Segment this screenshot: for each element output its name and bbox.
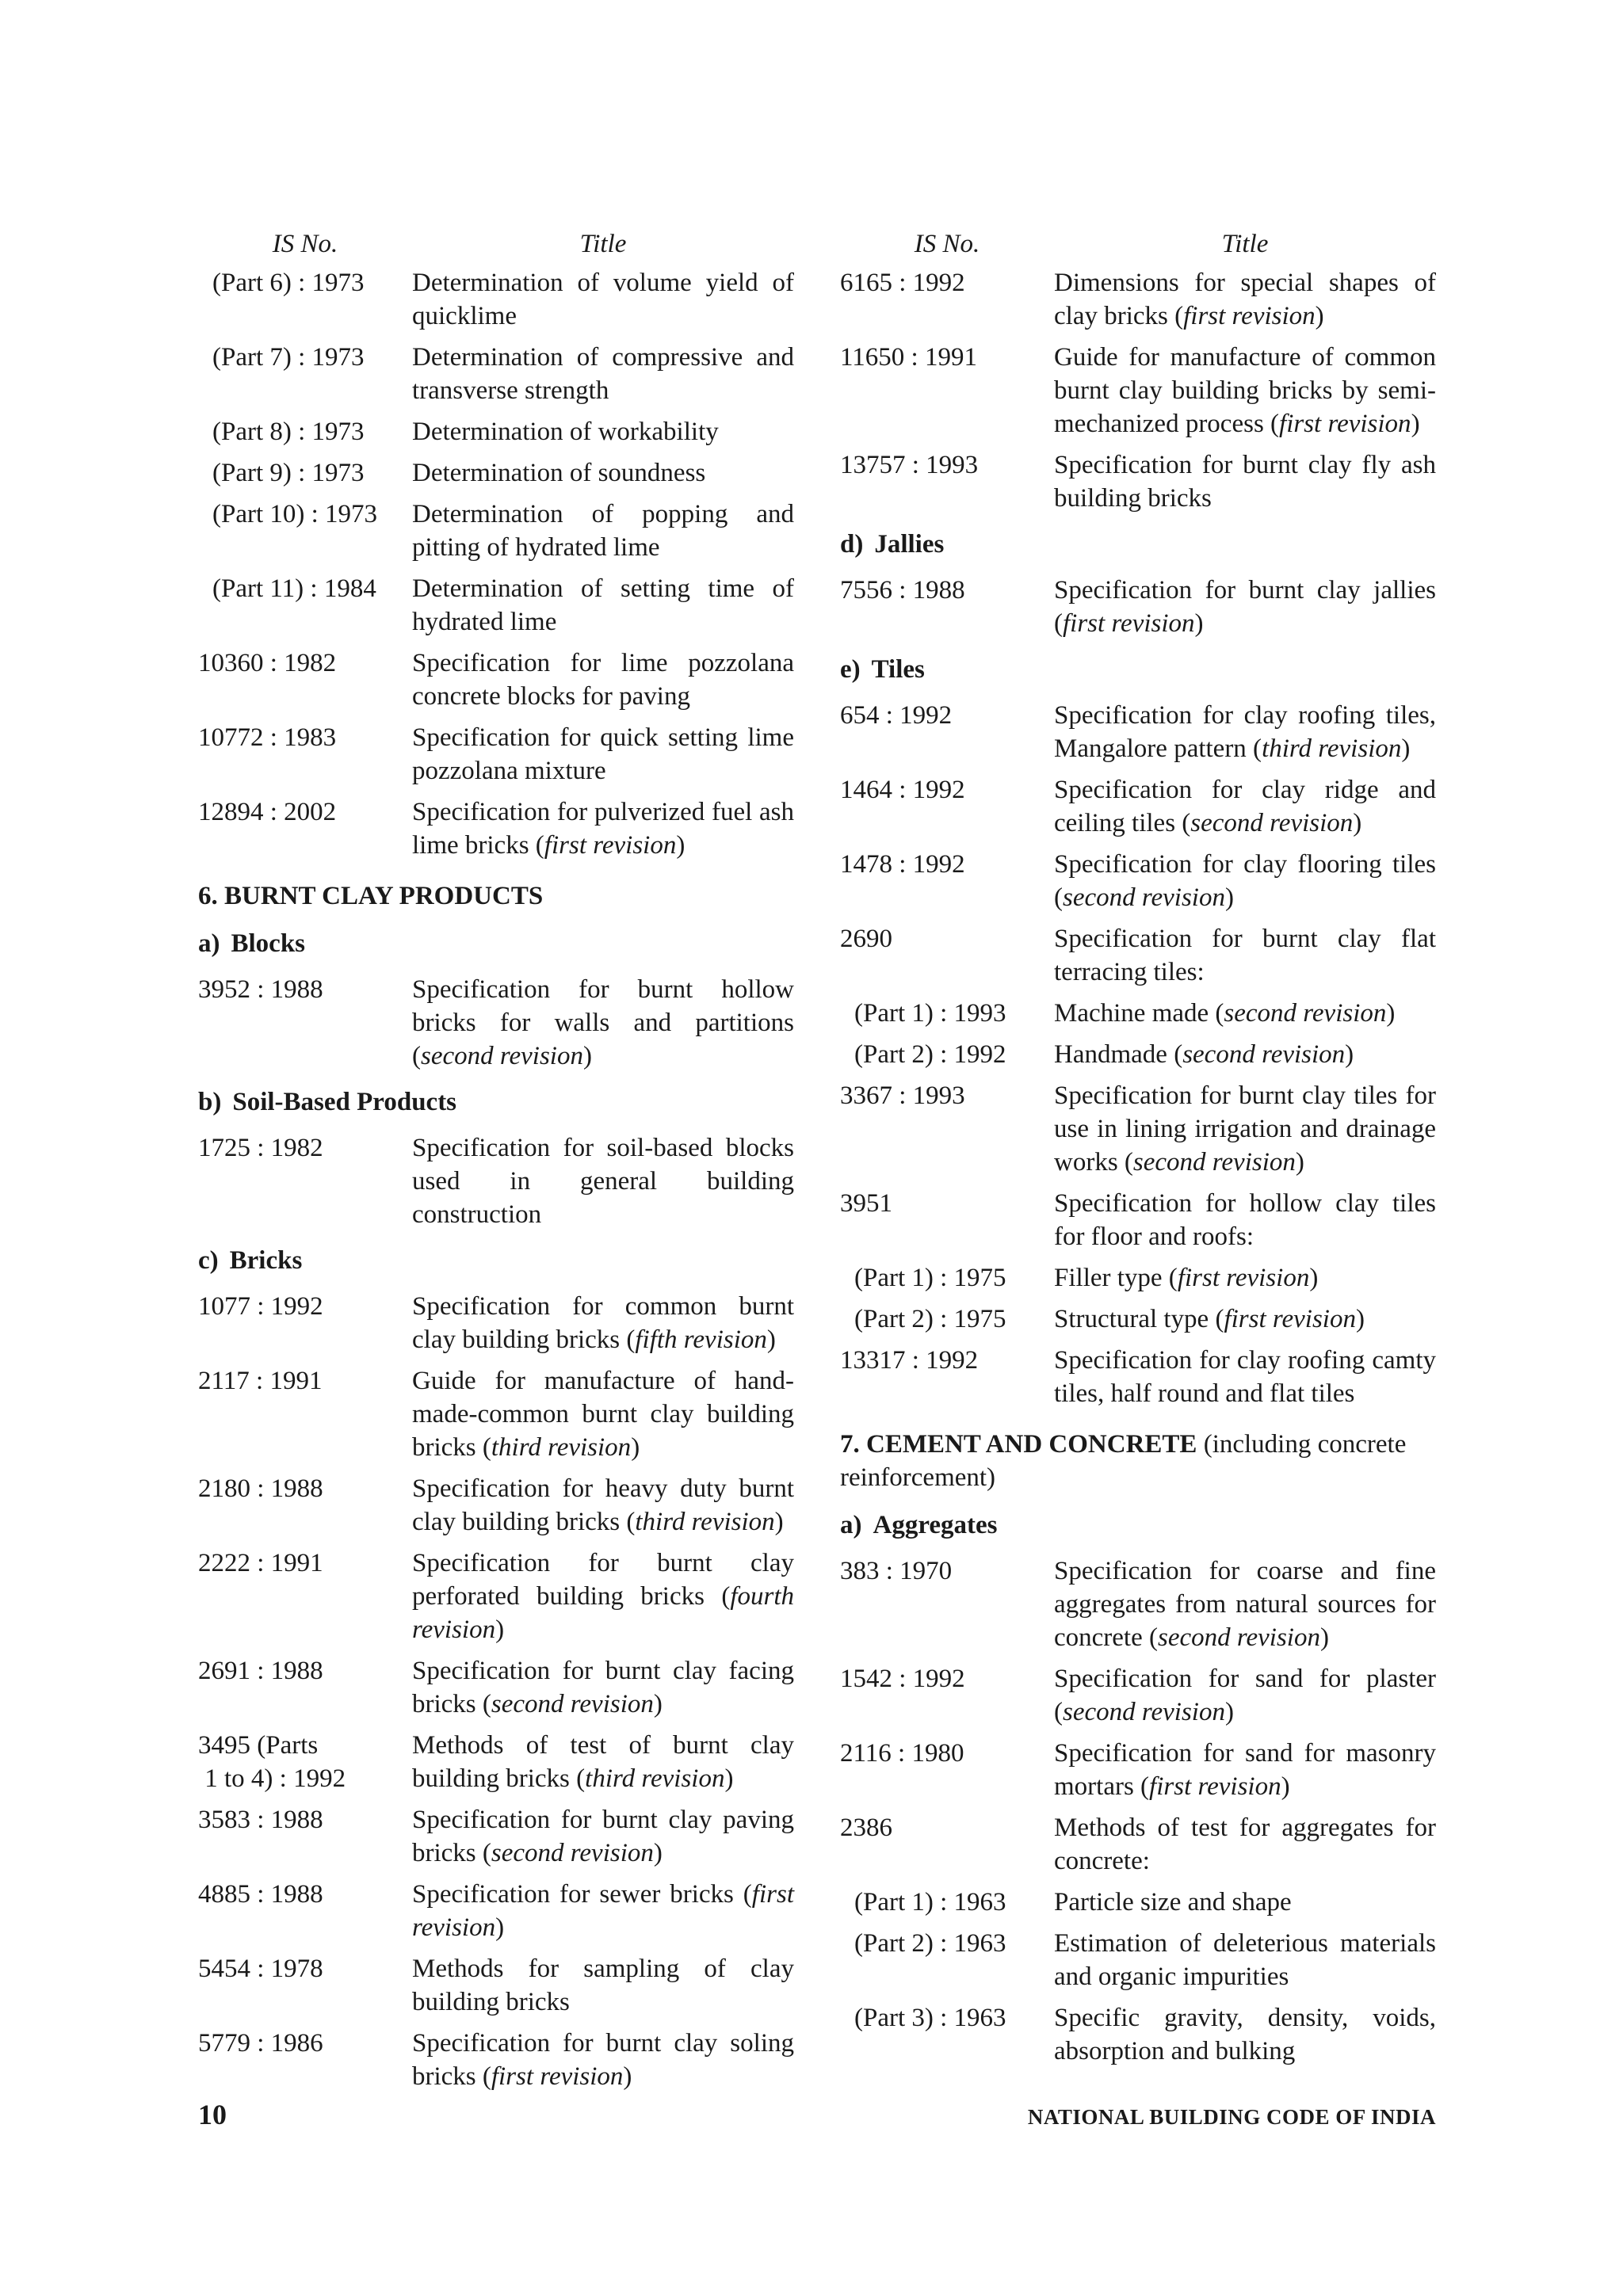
title-text: Guide for manufacture of hand-made-common burnt clay building bricks ( bbox=[412, 1367, 794, 1462]
is-number: 12894 : 2002 bbox=[198, 798, 337, 826]
standard-title bbox=[412, 1472, 794, 1539]
revision-note: first revision bbox=[412, 1880, 794, 1942]
title-text: Dimensions for special shapes of clay bricks ( bbox=[1054, 269, 1436, 330]
standard-entry bbox=[840, 997, 1436, 1030]
lime-tests-list bbox=[198, 266, 794, 862]
standard-title bbox=[412, 973, 794, 1073]
subsection-name: Tiles bbox=[871, 655, 925, 684]
standard-entry bbox=[198, 1729, 794, 1795]
bricks-continued-list bbox=[840, 266, 1436, 515]
title-text: Specification for heavy duty burnt clay building bricks ( bbox=[412, 1474, 794, 1536]
title-text: Specification for clay roofing camty tiles, half round and flat tiles bbox=[1054, 1346, 1436, 1408]
standard-entry bbox=[198, 2027, 794, 2093]
title-text: Determination of soundness bbox=[412, 459, 706, 487]
title-text: Specification for sewer bricks ( bbox=[412, 1880, 752, 1909]
standard-entry bbox=[840, 1662, 1436, 1729]
standard-entry bbox=[840, 1737, 1436, 1803]
revision-note: first revision bbox=[1279, 410, 1411, 438]
bricks-list bbox=[198, 1290, 794, 2093]
standard-entry bbox=[198, 1131, 794, 1231]
subsection-jallies bbox=[840, 528, 1436, 561]
title-tail: ) bbox=[1386, 999, 1396, 1028]
revision-note: second revision bbox=[1063, 883, 1225, 912]
standard-entry bbox=[198, 498, 794, 564]
revision-note: second revision bbox=[1224, 999, 1387, 1028]
title-text: Machine made ( bbox=[1054, 999, 1224, 1028]
standard-entry bbox=[198, 721, 794, 788]
standard-entry bbox=[840, 1187, 1436, 1253]
standard-title bbox=[412, 1952, 794, 2019]
revision-note: first revision bbox=[1224, 1305, 1356, 1333]
page-footer bbox=[198, 2098, 1436, 2131]
revision-note: first revision bbox=[491, 2062, 624, 2091]
standard-title bbox=[412, 795, 794, 862]
standard-entry bbox=[840, 266, 1436, 333]
title-text: Guide for manufacture of common burnt clay building bricks by semi-mechanized process ( bbox=[1054, 343, 1436, 438]
is-number: 2222 : 1991 bbox=[198, 1549, 323, 1577]
standard-title bbox=[1054, 1187, 1436, 1253]
standard-title bbox=[1054, 1261, 1436, 1295]
subsection-label: e) bbox=[840, 655, 861, 684]
title-tail: ) bbox=[724, 1764, 734, 1793]
title-tail: ) bbox=[1309, 1264, 1319, 1292]
revision-note: second revision bbox=[1190, 809, 1354, 837]
revision-note: fifth revision bbox=[635, 1325, 767, 1354]
standard-title bbox=[412, 572, 794, 639]
title-text: Particle size and shape bbox=[1054, 1888, 1292, 1917]
column-header bbox=[198, 228, 794, 260]
title-text: Specification for burnt clay facing bricks ( bbox=[412, 1657, 794, 1718]
is-number: 5454 : 1978 bbox=[198, 1955, 323, 1983]
blocks-list bbox=[198, 973, 794, 1073]
subsection-name: Bricks bbox=[229, 1246, 303, 1275]
is-number: 3495 (Parts 1 to 4) : 1992 bbox=[198, 1731, 346, 1793]
title-text: Specification for clay roofing tiles, Mangalore pattern ( bbox=[1054, 701, 1436, 763]
subsection-tiles bbox=[840, 653, 1436, 686]
revision-note: second revision bbox=[1182, 1040, 1346, 1069]
standard-entry bbox=[840, 848, 1436, 914]
title-text: Handmade ( bbox=[1054, 1040, 1183, 1069]
title-text: Specification for burnt clay soling bricks ( bbox=[412, 2029, 794, 2091]
standard-title bbox=[412, 341, 794, 407]
standard-entry bbox=[198, 572, 794, 639]
section-qualifier: (including concrete reinforcement) bbox=[840, 1430, 1407, 1492]
is-number: 10360 : 1982 bbox=[198, 649, 337, 677]
standard-title bbox=[412, 1654, 794, 1721]
revision-note: second revision bbox=[491, 1839, 654, 1867]
title-text: Determination of popping and pitting of hydrated lime bbox=[412, 500, 794, 562]
is-number: 3951 bbox=[840, 1189, 892, 1218]
standard-title bbox=[412, 1131, 794, 1231]
standard-title bbox=[412, 1729, 794, 1795]
revision-note: first revision bbox=[1063, 609, 1195, 638]
is-number: 2117 : 1991 bbox=[198, 1367, 323, 1395]
standard-title bbox=[412, 721, 794, 788]
title-tail: ) bbox=[1224, 883, 1234, 912]
standard-title bbox=[1054, 1927, 1436, 1993]
is-number: 1077 : 1992 bbox=[198, 1292, 323, 1321]
title-text: Estimation of deleterious materials and organic impurities bbox=[1054, 1929, 1436, 1991]
is-number: 1542 : 1992 bbox=[840, 1665, 965, 1693]
is-number: (Part 2) : 1975 bbox=[854, 1305, 1006, 1333]
standard-entry bbox=[198, 795, 794, 862]
title-text: Specific gravity, density, voids, absorption and bulking bbox=[1054, 2004, 1436, 2065]
standard-entry bbox=[840, 1261, 1436, 1295]
is-number: (Part 2) : 1992 bbox=[854, 1040, 1006, 1069]
revision-note: first revision bbox=[1177, 1264, 1310, 1292]
title-text: Specification for clay flooring tiles ( bbox=[1054, 850, 1436, 912]
title-text: Specification for pulverized fuel ash lime bricks ( bbox=[412, 798, 794, 860]
title-tail: ) bbox=[1224, 1698, 1234, 1726]
title-text: Specification for burnt clay jallies ( bbox=[1054, 576, 1436, 638]
title-text: Specification for burnt clay paving bricks ( bbox=[412, 1806, 794, 1867]
revision-note: second revision bbox=[421, 1042, 583, 1070]
standard-entry bbox=[198, 1952, 794, 2019]
standard-title bbox=[1054, 1886, 1436, 1919]
standard-title bbox=[1054, 997, 1436, 1030]
is-number: 13317 : 1992 bbox=[840, 1346, 979, 1375]
standard-title bbox=[1054, 448, 1436, 515]
title-text: Specification for coarse and fine aggregates from natural sources for concrete ( bbox=[1054, 1557, 1436, 1652]
standard-entry bbox=[198, 973, 794, 1073]
soil-products-list bbox=[198, 1131, 794, 1231]
title-header: Title bbox=[1221, 230, 1269, 258]
standard-entry bbox=[198, 1803, 794, 1870]
title-tail: ) bbox=[653, 1839, 663, 1867]
standard-title bbox=[1054, 848, 1436, 914]
is-number: 7556 : 1988 bbox=[840, 576, 965, 605]
title-text: Specification for burnt hollow bricks for walls and partitions ( bbox=[412, 975, 794, 1070]
is-number: (Part 3) : 1963 bbox=[854, 2004, 1006, 2032]
standard-entry bbox=[840, 1554, 1436, 1654]
standard-title bbox=[1054, 2001, 1436, 2068]
is-number: 4885 : 1988 bbox=[198, 1880, 323, 1909]
title-tail: ) bbox=[495, 1913, 505, 1942]
standard-entry bbox=[198, 1654, 794, 1721]
is-number: 13757 : 1993 bbox=[840, 451, 979, 479]
is-number: 2691 : 1988 bbox=[198, 1657, 323, 1685]
revision-note: first revision bbox=[1183, 302, 1316, 330]
standard-title bbox=[1054, 266, 1436, 333]
standard-entry bbox=[840, 1344, 1436, 1410]
revision-note: third revision bbox=[635, 1508, 775, 1536]
standard-title bbox=[412, 646, 794, 713]
is-number: (Part 7) : 1973 bbox=[212, 343, 365, 372]
title-tail: ) bbox=[653, 1690, 663, 1718]
is-number: 1478 : 1992 bbox=[840, 850, 965, 879]
title-tail: ) bbox=[495, 1615, 505, 1644]
standard-title bbox=[412, 1803, 794, 1870]
standard-title bbox=[412, 1290, 794, 1356]
standard-entry bbox=[840, 448, 1436, 515]
subsection-label: d) bbox=[840, 530, 864, 559]
title-tail: ) bbox=[623, 2062, 632, 2091]
is-number: (Part 1) : 1993 bbox=[854, 999, 1006, 1028]
standard-title bbox=[1054, 574, 1436, 640]
is-no-header: IS No. bbox=[914, 230, 980, 258]
standard-entry bbox=[840, 2001, 1436, 2068]
title-text: Specification for clay ridge and ceiling tiles ( bbox=[1054, 776, 1436, 837]
standard-entry bbox=[198, 1878, 794, 1944]
title-tail: ) bbox=[1295, 1148, 1304, 1177]
standard-entry bbox=[840, 773, 1436, 840]
standard-entry bbox=[840, 922, 1436, 989]
revision-note: third revision bbox=[1262, 734, 1402, 763]
standard-entry bbox=[840, 1302, 1436, 1336]
title-text: Determination of compressive and transverse strength bbox=[412, 343, 794, 405]
standard-title bbox=[1054, 1737, 1436, 1803]
standard-title bbox=[1054, 1302, 1436, 1336]
title-tail: ) bbox=[766, 1325, 776, 1354]
standard-entry bbox=[840, 341, 1436, 441]
is-number: 2116 : 1980 bbox=[840, 1739, 964, 1768]
is-number: 1725 : 1982 bbox=[198, 1134, 323, 1162]
standard-entry bbox=[198, 341, 794, 407]
title-text: Specification for soil-based blocks used in general building construction bbox=[412, 1134, 794, 1229]
revision-note: second revision bbox=[1158, 1623, 1320, 1652]
title-tail: ) bbox=[774, 1508, 784, 1536]
title-tail: ) bbox=[1281, 1772, 1290, 1801]
is-number: 6165 : 1992 bbox=[840, 269, 965, 297]
standard-entry bbox=[198, 1290, 794, 1356]
standard-title bbox=[412, 2027, 794, 2093]
title-tail: ) bbox=[1345, 1040, 1354, 1069]
title-text: Specification for burnt clay tiles for use in lining irrigation and drainage works ( bbox=[1054, 1081, 1436, 1177]
title-text: Methods for sampling of clay building bricks bbox=[412, 1955, 794, 2016]
is-number: (Part 11) : 1984 bbox=[212, 574, 376, 603]
revision-note: second revision bbox=[1132, 1148, 1296, 1177]
is-number: 2690 bbox=[840, 925, 892, 953]
standard-title bbox=[1054, 1811, 1436, 1878]
standard-title bbox=[412, 415, 794, 448]
title-text: Specification for burnt clay perforated building bricks ( bbox=[412, 1549, 794, 1611]
title-tail: ) bbox=[1319, 1623, 1329, 1652]
title-tail: ) bbox=[631, 1433, 640, 1462]
standard-title bbox=[1054, 1344, 1436, 1410]
right-column bbox=[840, 228, 1436, 2076]
is-number: (Part 2) : 1963 bbox=[854, 1929, 1006, 1958]
subsection-bricks bbox=[198, 1244, 794, 1277]
subsection-label: b) bbox=[198, 1088, 222, 1116]
standard-title bbox=[412, 498, 794, 564]
standard-title bbox=[1054, 922, 1436, 989]
standard-entry bbox=[198, 1364, 794, 1464]
title-text: Specification for lime pozzolana concrete blocks for paving bbox=[412, 649, 794, 711]
title-text: Determination of setting time of hydrated lime bbox=[412, 574, 794, 636]
revision-note: second revision bbox=[1063, 1698, 1225, 1726]
title-text: Specification for burnt clay fly ash building bricks bbox=[1054, 451, 1436, 513]
standard-title bbox=[1054, 1038, 1436, 1071]
standard-title bbox=[1054, 1554, 1436, 1654]
is-number: 383 : 1970 bbox=[840, 1557, 953, 1585]
title-tail: ) bbox=[676, 831, 685, 860]
publication-title: NATIONAL BUILDING CODE OF INDIA bbox=[1027, 2105, 1436, 2129]
title-text: Specification for burnt clay flat terracing tiles: bbox=[1054, 925, 1436, 986]
title-text: Structural type ( bbox=[1054, 1305, 1224, 1333]
standard-title bbox=[1054, 1662, 1436, 1729]
is-number: (Part 10) : 1973 bbox=[212, 500, 378, 528]
subsection-blocks bbox=[198, 927, 794, 960]
title-text: Determination of workability bbox=[412, 418, 719, 446]
title-text: Methods of test of burnt clay building bricks ( bbox=[412, 1731, 794, 1793]
title-text: Specification for quick setting lime pozzolana mixture bbox=[412, 723, 794, 785]
standard-entry bbox=[840, 1079, 1436, 1179]
aggregates-list bbox=[840, 1554, 1436, 2068]
standard-entry bbox=[840, 1927, 1436, 1993]
title-tail: ) bbox=[1353, 809, 1362, 837]
is-no-header: IS No. bbox=[272, 230, 338, 258]
jallies-list bbox=[840, 574, 1436, 640]
standard-entry bbox=[840, 574, 1436, 640]
subsection-name: Jallies bbox=[874, 530, 945, 559]
title-tail: ) bbox=[1194, 609, 1204, 638]
title-tail: ) bbox=[1401, 734, 1411, 763]
subsection-name: Aggregates bbox=[873, 1511, 998, 1539]
subsection-aggregates bbox=[840, 1508, 1436, 1542]
title-text: Filler type ( bbox=[1054, 1264, 1178, 1292]
standard-entry bbox=[198, 1547, 794, 1646]
title-tail: ) bbox=[1355, 1305, 1365, 1333]
is-number: (Part 8) : 1973 bbox=[212, 418, 365, 446]
revision-note: second revision bbox=[491, 1690, 654, 1718]
title-text: Specification for common burnt clay building bricks ( bbox=[412, 1292, 794, 1354]
subsection-label: a) bbox=[198, 929, 220, 958]
title-tail: ) bbox=[1315, 302, 1324, 330]
is-number: 3952 : 1988 bbox=[198, 975, 323, 1004]
standard-title bbox=[1054, 773, 1436, 840]
standard-title bbox=[412, 1547, 794, 1646]
standard-entry bbox=[840, 699, 1436, 765]
section-title: 7. CEMENT AND CONCRETE bbox=[840, 1430, 1197, 1459]
is-number: 3367 : 1993 bbox=[840, 1081, 965, 1110]
standard-title bbox=[412, 456, 794, 490]
is-number: (Part 1) : 1963 bbox=[854, 1888, 1006, 1917]
standard-title bbox=[412, 1878, 794, 1944]
column-header bbox=[840, 228, 1436, 260]
revision-note: third revision bbox=[585, 1764, 725, 1793]
title-text: Specification for sand for plaster ( bbox=[1054, 1665, 1436, 1726]
subsection-label: c) bbox=[198, 1246, 219, 1275]
standard-title bbox=[412, 266, 794, 333]
tiles-list bbox=[840, 699, 1436, 1410]
standard-title bbox=[412, 1364, 794, 1464]
is-number: (Part 9) : 1973 bbox=[212, 459, 365, 487]
subsection-name: Blocks bbox=[231, 929, 306, 958]
is-number: 2386 bbox=[840, 1814, 892, 1842]
standard-entry bbox=[198, 415, 794, 448]
section-heading-cement-concrete bbox=[840, 1428, 1436, 1494]
title-text: Determination of volume yield of quicklime bbox=[412, 269, 794, 330]
is-number: 5779 : 1986 bbox=[198, 2029, 323, 2058]
title-tail: ) bbox=[582, 1042, 592, 1070]
standard-title bbox=[1054, 699, 1436, 765]
standard-entry bbox=[198, 266, 794, 333]
revision-note: first revision bbox=[1149, 1772, 1281, 1801]
subsection-label: a) bbox=[840, 1511, 862, 1539]
revision-note: first revision bbox=[544, 831, 677, 860]
is-number: 3583 : 1988 bbox=[198, 1806, 323, 1834]
section-heading-burnt-clay: 6. BURNT CLAY PRODUCTS bbox=[198, 882, 544, 910]
is-number: 11650 : 1991 bbox=[840, 343, 977, 372]
title-text: Methods of test for aggregates for concrete: bbox=[1054, 1814, 1436, 1875]
title-text: Specification for sand for masonry mortars ( bbox=[1054, 1739, 1436, 1801]
standard-entry bbox=[198, 646, 794, 713]
standard-entry bbox=[840, 1886, 1436, 1919]
revision-note: fourth revision bbox=[412, 1582, 794, 1644]
standard-title bbox=[1054, 341, 1436, 441]
is-number: 10772 : 1983 bbox=[198, 723, 337, 752]
standard-entry bbox=[198, 1472, 794, 1539]
standard-entry bbox=[840, 1038, 1436, 1071]
standard-title bbox=[1054, 1079, 1436, 1179]
is-number: (Part 1) : 1975 bbox=[854, 1264, 1006, 1292]
subsection-soil bbox=[198, 1085, 794, 1119]
left-column bbox=[198, 228, 794, 2101]
is-number: 654 : 1992 bbox=[840, 701, 953, 730]
title-text: Specification for hollow clay tiles for floor and roofs: bbox=[1054, 1189, 1436, 1251]
standard-entry bbox=[198, 456, 794, 490]
standard-entry bbox=[840, 1811, 1436, 1878]
is-number: 2180 : 1988 bbox=[198, 1474, 323, 1503]
title-header: Title bbox=[579, 230, 627, 258]
revision-note: third revision bbox=[491, 1433, 632, 1462]
title-tail: ) bbox=[1411, 410, 1420, 438]
is-number: (Part 6) : 1973 bbox=[212, 269, 365, 297]
is-number: 1464 : 1992 bbox=[840, 776, 965, 804]
page-number: 10 bbox=[198, 2099, 227, 2130]
subsection-name: Soil-Based Products bbox=[232, 1088, 457, 1116]
